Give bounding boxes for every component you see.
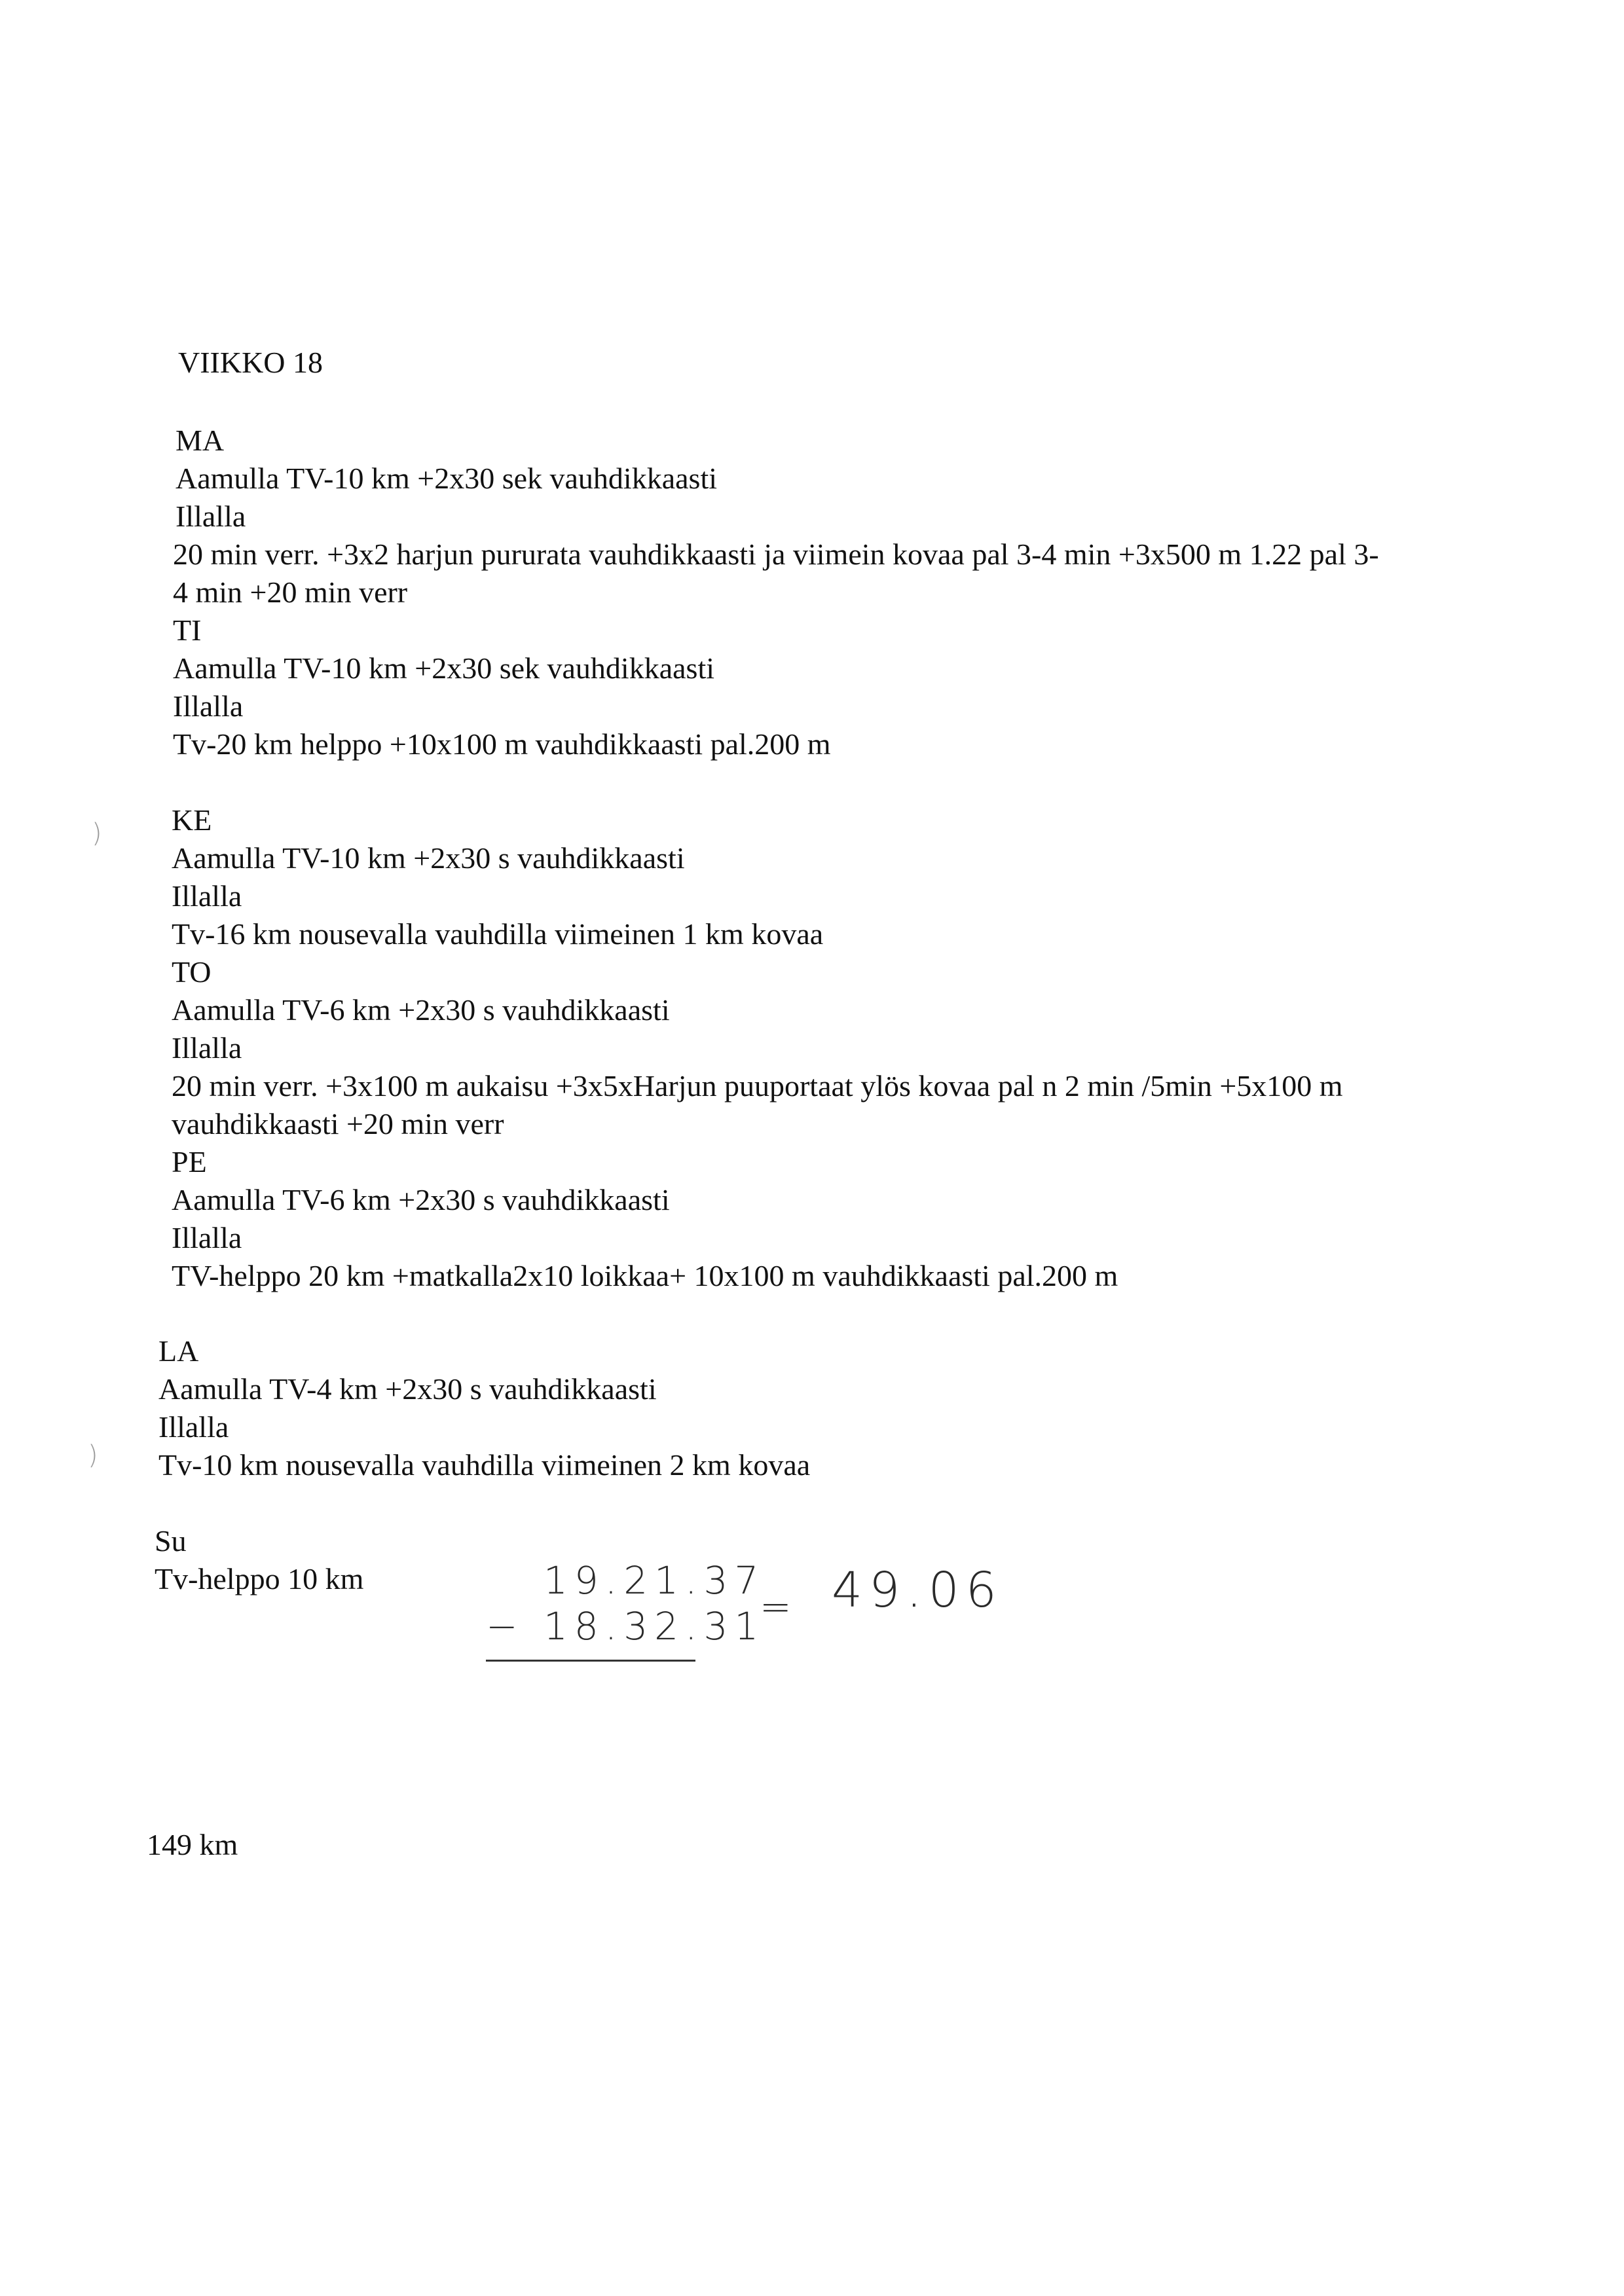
handwritten-equals: = <box>760 1584 798 1629</box>
la-morning: Aamulla TV-4 km +2x30 s vauhdikkaasti <box>158 1372 657 1406</box>
la-evening: Tv-10 km nousevalla vauhdilla viimeinen 2 km kovaa <box>158 1448 811 1482</box>
day-label-ke: KE <box>172 803 212 837</box>
to-evening-cont: vauhdikkaasti +20 min verr <box>172 1107 504 1140</box>
to-evening-label: Illalla <box>172 1031 242 1065</box>
ma-evening-cont: 4 min +20 min verr <box>173 575 408 609</box>
day-label-ti: TI <box>173 613 202 647</box>
pe-evening: TV-helppo 20 km +matkalla2x10 loikkaa+ 10x100 m vauhdikkaasti pal.200 m <box>172 1259 1118 1292</box>
scan-mark: ) <box>88 1440 98 1470</box>
ti-evening: Tv-20 km helppo +10x100 m vauhdikkaasti pal.200 m <box>173 727 831 761</box>
ti-morning: Aamulla TV-10 km +2x30 sek vauhdikkaasti <box>173 651 715 685</box>
ma-evening-label: Illalla <box>175 500 246 533</box>
day-label-pe: PE <box>172 1145 207 1178</box>
handwritten-result: 49.06 <box>832 1562 1003 1618</box>
weekly-total: 149 km <box>147 1828 238 1861</box>
day-label-su: Su <box>155 1524 187 1558</box>
la-evening-label: Illalla <box>158 1410 229 1444</box>
pe-morning: Aamulla TV-6 km +2x30 s vauhdikkaasti <box>172 1183 670 1216</box>
handwritten-minuend: 19.21.37 <box>544 1558 766 1603</box>
handwritten-minus: − <box>486 1604 525 1649</box>
day-label-to: TO <box>172 955 212 989</box>
pe-evening-label: Illalla <box>172 1221 242 1254</box>
handwritten-underline <box>486 1660 695 1662</box>
su-line: Tv-helppo 10 km <box>155 1562 364 1595</box>
ke-evening-label: Illalla <box>172 879 242 913</box>
ma-morning: Aamulla TV-10 km +2x30 sek vauhdikkaasti <box>175 462 718 495</box>
day-label-la: LA <box>158 1334 199 1368</box>
week-title: VIIKKO 18 <box>178 346 323 379</box>
to-morning: Aamulla TV-6 km +2x30 s vauhdikkaasti <box>172 993 670 1027</box>
ke-evening: Tv-16 km nousevalla vauhdilla viimeinen 1 km kovaa <box>172 917 824 951</box>
scan-mark: ) <box>92 818 102 848</box>
ti-evening-label: Illalla <box>173 689 244 723</box>
ma-evening: 20 min verr. +3x2 harjun pururata vauhdikkaasti ja viimein kovaa pal 3-4 min +3x500 m 1.22 pal 3- <box>173 538 1379 571</box>
day-label-ma: MA <box>175 424 225 457</box>
handwritten-subtrahend: 18.32.31 <box>544 1604 766 1649</box>
ke-morning: Aamulla TV-10 km +2x30 s vauhdikkaasti <box>172 841 685 875</box>
to-evening: 20 min verr. +3x100 m aukaisu +3x5xHarjun puuportaat ylös kovaa pal n 2 min /5min +5x100 m <box>172 1069 1343 1102</box>
